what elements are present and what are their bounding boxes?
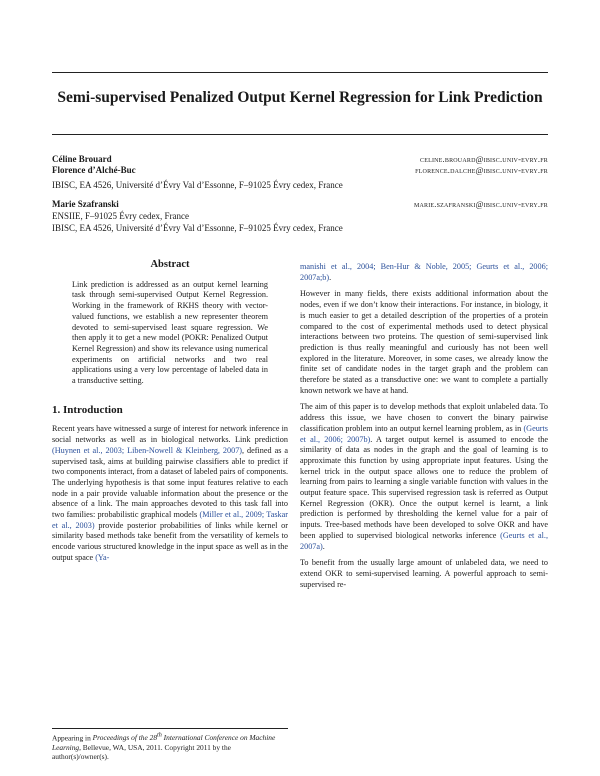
- citation-link[interactable]: (Geurts et al., 2006; 2007b): [300, 423, 548, 444]
- author-row-1: [52, 154, 548, 165]
- footnote: [52, 728, 288, 762]
- introduction-heading: 1. Introduction: [52, 403, 123, 416]
- intro-text: .: [329, 272, 332, 282]
- right-column: [300, 262, 548, 596]
- left-column: [52, 260, 288, 570]
- intro-text: . A target output kernel is assumed to encode the similarity of data as nodes in the graph and the goal of learning is to approximate this function by using appropriate input features. Using the kernel trick in the output space allows one to reduce the problem of learning from pairs to learning a single variable function with values in the output feature space. This supervised regression task is referred as Output Kernel Regression (OKR). Once the output kernel is learnt, a link prediction is performed by thresholding the kernel value for a pair of inputs. Tree-based methods have been developed to solve OKR and have been applied to supervised biological networks inference: [300, 434, 548, 540]
- author-row-2: [52, 165, 548, 176]
- footnote-proceedings: Proceedings of the 28: [92, 733, 158, 743]
- abstract-text: Link prediction is addressed as an output kernel learning task through semi-supervised Output Kernel Regression. Working in the framework of RKHS theory with vector-valued functions, we establish a new representer theorem devoted to semi-supervised least square regression. We then apply it to get a new model (POKR: Penalized Output Kernel Regression) and show its relevance using numerical experiments on artificial networks and two real applications using a very low percentage of labeled data in a transductive setting.: [72, 279, 268, 386]
- affiliation-ibisc: IBISC, EA 4526, Université d’Évry Val d’Essonne, F–91025 Évry cedex, France: [52, 180, 343, 190]
- affiliation-ibisc-2: IBISC, EA 4526, Université d’Évry Val d’Essonne, F–91025 Évry cedex, France: [52, 223, 343, 233]
- author-email: celine.brouard@ibisc.univ-evry.fr: [420, 154, 548, 164]
- footnote-conference: International Conference on Machine Learning: [52, 733, 276, 752]
- intro-text: , defined as a supervised task, aims at building pairwise classifiers able to predict if two components interact, from a dataset of labeled pairs of components. The underlying hypothesis is that some input features relative to each node in a pair provide valuable information about the presence or the absence of a link. The main approaches devoted to this task fall into two families: probabilistic graphical models: [52, 445, 288, 520]
- title-bottom-rule: [52, 134, 548, 135]
- citation-link[interactable]: manishi et al., 2004; Ben-Hur & Noble, 2005; Geurts et al., 2006; 2007a;b): [300, 262, 548, 282]
- author-name: Céline Brouard: [52, 154, 112, 164]
- title-top-rule: [52, 72, 548, 73]
- citation-link[interactable]: (Ya-: [95, 552, 110, 562]
- author-row-3: [52, 199, 548, 210]
- footnote-copyright: , Bellevue, WA, USA, 2011. Copyright 2011 by the author(s)/owner(s).: [52, 742, 231, 762]
- paper-title: Semi-supervised Penalized Output Kernel Regression for Link Prediction: [57, 89, 543, 106]
- affiliation-ensiie: ENSIIE, F–91025 Évry cedex, France: [52, 211, 189, 221]
- citation-link[interactable]: (Miller et al., 2009; Taskar et al., 2003): [52, 510, 288, 530]
- intro-text: The aim of this paper is to develop methods that exploit unlabeled data. To address this issue, we have chosen to convert the binary pairwise classification problem into an output kernel learning problem, as in: [300, 402, 548, 433]
- intro-paragraph-1: [52, 424, 288, 563]
- footnote-superscript: th: [157, 733, 162, 739]
- citation-link[interactable]: (Huynen et al., 2003; Liben-Nowell & Kleinberg, 2007): [52, 445, 243, 455]
- author-name: Florence d’Alché-Buc: [52, 165, 136, 175]
- intro-text: Recent years have witnessed a surge of interest for network inference in social networks as well as in biological networks. Link prediction: [52, 424, 288, 445]
- abstract-heading: Abstract: [150, 259, 190, 270]
- author-email: marie.szafranski@ibisc.univ-evry.fr: [413, 199, 548, 209]
- intro-text: .: [322, 541, 325, 551]
- intro-paragraph-2: However in many fields, there exists additional information about the nodes, even if we don’t know their interactions. For instance, in biology, it is much easier to get a detailed description of the properties of a protein compared to the cost of experimental methods used to detect physical interactions between two proteins. The question of semi-supervised link prediction is thus really meaningful and curiously has not been well explored in the literature. Moreover, in some cases, we already know the finite set of candidate nodes in the target graph and the problem can therefore be stated as a transductive one: we want to complete a partially known network we have at hand.: [300, 289, 548, 395]
- citation-link[interactable]: (Geurts et al., 2007a): [300, 530, 548, 551]
- author-email: florence.dalche@ibisc.univ-evry.fr: [415, 165, 548, 175]
- author-name: Marie Szafranski: [52, 199, 119, 209]
- footnote-text: Appearing in: [52, 733, 93, 743]
- intro-paragraph-3: [300, 402, 548, 552]
- intro-continuation: [300, 262, 548, 283]
- intro-paragraph-4: To benefit from the usually large amount of unlabeled data, we need to extend OKR to semi-supervised learning. A powerful approach to semi-supervised re-: [300, 558, 548, 589]
- intro-text: provide posterior probabilities of links while kernel or similarity based methods take benefit from the versatility of kernels to encode various structured knowledge in the input space as well as in the output space: [52, 520, 289, 562]
